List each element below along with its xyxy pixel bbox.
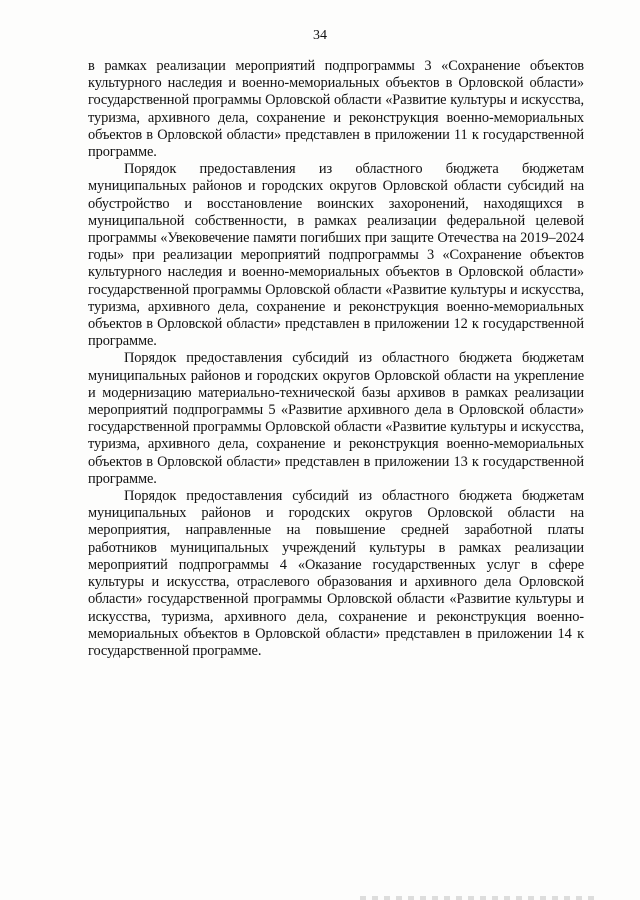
- document-body: [88, 58, 584, 660]
- paragraph: Порядок предоставления субсидий из областного бюджета бюджетам муниципальных районов и городских округов Орловской области на укрепление и модернизацию материально-технической базы архивов в рамках реализации мероприятий подпрограммы 5 «Развитие архивного дела в Орловской области» государственной программы Орловской области «Развитие культуры и искусства, туризма, архивного дела, сохранение и реконструкция военно-мемориальных объектов в Орловской области» представлен в приложении 13 к государственной программе.: [88, 350, 584, 487]
- paragraph: Порядок предоставления из областного бюджета бюджетам муниципальных районов и городских округов Орловской области субсидий на обустройство и восстановление воинских захоронений, находящихся в муниципальной собственности, в рамках реализации федеральной целевой программы «Увековечение памяти погибших при защите Отечества на 2019–2024 годы» при реализации мероприятий подпрограммы 3 «Сохранение объектов культурного наследия и военно-мемориальных объектов в Орловской области» государственной программы Орловской области «Развитие культуры и искусства, туризма, архивного дела, сохранение и реконструкция военно-мемориальных объектов в Орловской области» представлен в приложении 12 к государственной программе.: [88, 161, 584, 350]
- scan-artifact: [360, 896, 600, 900]
- paragraph: Порядок предоставления субсидий из областного бюджета бюджетам муниципальных районов и городских округов Орловской области на мероприятия, направленные на повышение средней заработной платы работников муниципальных учреждений культуры в рамках реализации мероприятий подпрограммы 4 «Оказание государственных услуг в сфере культуры и искусства, отраслевого образования и архивного дела Орловской области» государственной программы Орловской области «Развитие культуры и искусства, туризма, архивного дела, сохранение и реконструкция военно-мемориальных объектов в Орловской области» представлен в приложении 14 к государственной программе.: [88, 488, 584, 659]
- paragraph: в рамках реализации мероприятий подпрограммы 3 «Сохранение объектов культурного наследия и военно-мемориальных объектов в Орловской области» государственной программы Орловской области «Развитие культуры и искусства, туризма, архивного дела, сохранение и реконструкция военно-мемориальных объектов в Орловской области» представлен в приложении 11 к государственной программе.: [88, 58, 584, 161]
- page-number: 34: [313, 28, 327, 43]
